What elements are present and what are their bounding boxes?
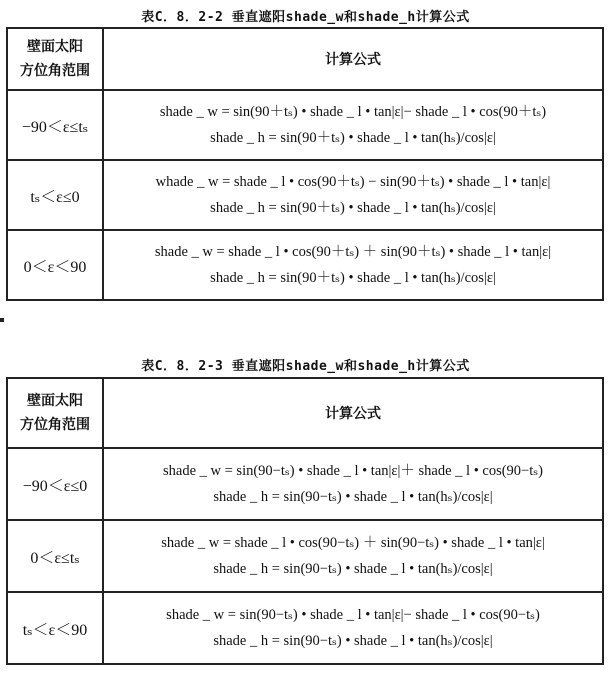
shade-h-formula: shade _ h = sin(90−tₛ) • shade _ l • tan(hₛ)/cos|ε| [213, 633, 493, 649]
range-cell: −90＜ε≤tₛ [7, 90, 103, 160]
header-azimuth-range [7, 378, 103, 448]
formula-cell [103, 520, 603, 592]
formula-cell [103, 448, 603, 520]
table-row [7, 520, 603, 592]
shade-w-formula: shade _ w = sin(90−tₛ) • shade _ l • tan|ε|− shade _ l • cos(90−tₛ) [166, 607, 540, 623]
shade-w-formula: shade _ w = shade _ l • cos(90−tₛ) ＋ sin(90−tₛ) • shade _ l • tan|ε| [161, 535, 545, 551]
range-cell: tₛ＜ε＜90 [7, 592, 103, 664]
formula-cell [103, 230, 603, 300]
shade-w-formula: whade _ w = shade _ l • cos(90＋tₛ) − sin(90＋tₛ) • shade _ l • tan|ε| [155, 174, 551, 190]
table-header-row [7, 378, 603, 448]
shade-h-formula: shade _ h = sin(90＋tₛ) • shade _ l • tan(hₛ)/cos|ε| [210, 270, 496, 286]
formula-cell [103, 592, 603, 664]
table-row [7, 230, 603, 300]
range-cell: 0＜ε＜90 [7, 230, 103, 300]
formula-cell [103, 160, 603, 230]
range-cell: −90＜ε≤0 [7, 448, 103, 520]
shade-h-formula: shade _ h = sin(90−tₛ) • shade _ l • tan(hₛ)/cos|ε| [213, 561, 493, 577]
header-formula: 计算公式 [103, 378, 603, 448]
table-header-row [7, 28, 603, 90]
range-cell: 0＜ε≤tₛ [7, 520, 103, 592]
table-row [7, 160, 603, 230]
margin-mark [0, 318, 4, 322]
header-azimuth-line2: 方位角范围 [20, 63, 90, 79]
table-row [7, 448, 603, 520]
header-azimuth-range [7, 28, 103, 90]
header-azimuth-line1: 壁面太阳 [27, 393, 83, 409]
formula-cell [103, 90, 603, 160]
shade-h-formula: shade _ h = sin(90＋tₛ) • shade _ l • tan(hₛ)/cos|ε| [210, 200, 496, 216]
range-cell: tₛ＜ε≤0 [7, 160, 103, 230]
header-azimuth-line2: 方位角范围 [20, 417, 90, 433]
table-caption-c822: 表C．8．2-2 垂直遮阳shade_w和shade_h计算公式 [141, 10, 470, 25]
table-row [7, 90, 603, 160]
shade-w-formula: shade _ w = sin(90−tₛ) • shade _ l • tan|ε|＋ shade _ l • cos(90−tₛ) [163, 463, 543, 479]
formula-table-c823 [6, 377, 604, 665]
shade-w-formula: shade _ w = shade _ l • cos(90＋tₛ) ＋ sin(90＋tₛ) • shade _ l • tan|ε| [154, 244, 552, 260]
header-azimuth-line1: 壁面太阳 [27, 39, 83, 55]
shade-h-formula: shade _ h = sin(90−tₛ) • shade _ l • tan(hₛ)/cos|ε| [213, 489, 493, 505]
header-formula: 计算公式 [103, 28, 603, 90]
table-caption-c823: 表C．8．2-3 垂直遮阳shade_w和shade_h计算公式 [141, 359, 470, 374]
formula-table-c822 [6, 27, 604, 301]
table-row [7, 592, 603, 664]
shade-w-formula: shade _ w = sin(90＋tₛ) • shade _ l • tan|ε|− shade _ l • cos(90＋tₛ) [159, 104, 547, 120]
shade-h-formula: shade _ h = sin(90＋tₛ) • shade _ l • tan(hₛ)/cos|ε| [210, 130, 496, 146]
